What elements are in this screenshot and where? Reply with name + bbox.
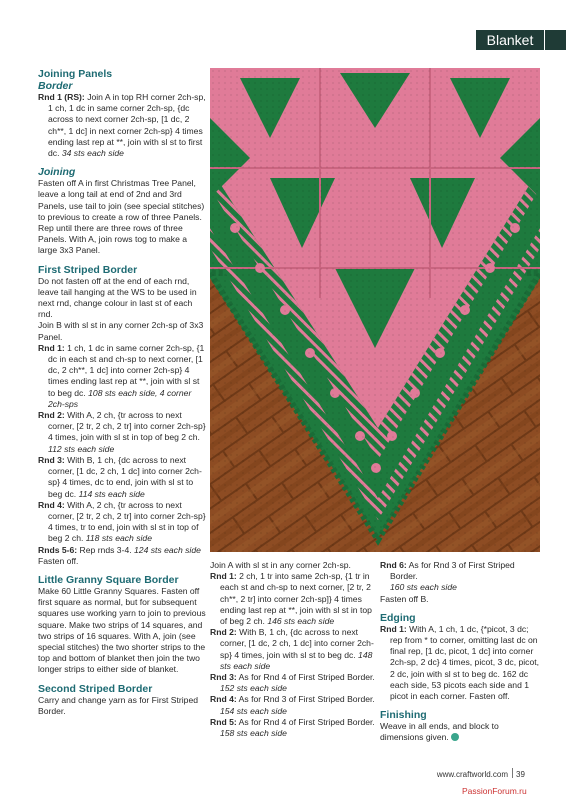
fasten-off-b: Fasten off B. xyxy=(380,593,429,604)
border-subtitle: Border xyxy=(38,80,73,92)
second-striped-title: Second Striped Border xyxy=(38,682,153,695)
second-striped-join: Join A with sl st in any corner 2ch-sp. xyxy=(210,560,351,570)
column-left xyxy=(38,68,206,717)
finishing-title: Finishing xyxy=(380,709,427,722)
first-striped-rnd1: Rnd 1: 1 ch, 1 dc in same corner 2ch-sp, {1 dc in each st and ch-sp to next corner, [1 dc, 2 ch**, 1 dc] into corner 2ch-sp} 4 times ending last rep at **, join with sl st to beg dc. 108 sts each side, 4 corner 2ch-sps xyxy=(38,342,205,409)
footer-url[interactable]: www.craftworld.com xyxy=(436,770,508,779)
first-striped-rnd3: Rnd 3: With B, 1 ch, {dc across to next corner, [1 dc, 2 ch, 1 dc] into corner 2ch-sp} 4 times, dc to end, join with sl st to beg dc. 114 sts each side xyxy=(38,454,202,499)
second-striped-rnd3: Rnd 3: As for Rnd 4 of First Striped Border. 152 sts each side xyxy=(210,672,375,694)
second-striped-text: Carry and change yarn as for First Striped Border. xyxy=(38,694,199,716)
joining-rnd1: Rnd 1 (RS): Join A in top RH corner 2ch-sp, 1 ch, 1 dc in same corner 2ch-sp, {dc across to next corner 2ch-sp, [1 dc, 2 ch**, 1 dc] in next corner 2ch-sp} 4 times ending last rep at **, join with sl st to first dc. 34 sts each side xyxy=(38,92,206,159)
first-striped-title: First Striped Border xyxy=(38,263,138,276)
page-number: 39 xyxy=(516,770,525,779)
second-striped-rnd2: Rnd 2: With B, 1 ch, {dc across to next corner, [1 dc, 2 ch, 1 dc] into corner 2ch-sp} 4 times, join with sl st to beg dc. 148 sts each side xyxy=(210,627,374,671)
first-striped-rnd4: Rnd 4: With A, 2 ch, {tr across to next corner, [2 tr, 2 ch, 2 tr] into corner 2ch-sp} 4 times, tr to end, join with sl st in top of beg 2 ch. 118 sts each side xyxy=(38,499,206,544)
column-right xyxy=(380,560,540,744)
section-tab-bar xyxy=(545,30,566,50)
joining-text: Fasten off A in first Christmas Tree Panel, leave a long tail at end of 2nd and 3rd Panels, use tail to join (see special stitches) to previous to create a row of three Panels. Rep until there are three rows of three Panels. With A, join rows tog to make a large 3x3 Panel. xyxy=(38,178,205,256)
watermark: PassionForum.ru xyxy=(462,786,527,796)
granny-title: Little Granny Square Border xyxy=(38,573,179,586)
joining-panels-title: Joining Panels xyxy=(38,68,113,80)
column-middle xyxy=(210,560,376,739)
finishing-text: Weave in all ends, and block to dimensions given. xyxy=(380,721,499,743)
first-striped-intro: Do not fasten off at the end of each rnd, leave tail hanging at the WS to be used in next rnd, change colour in last st of each rnd. xyxy=(38,275,197,320)
second-striped-rnd5: Rnd 5: As for Rnd 4 of First Striped Border. 158 sts each side xyxy=(210,716,375,739)
edging-rnd1: Rnd 1: With A, 1 ch, 1 dc, {*picot, 3 dc; rep from * to corner, omitting last dc on final rep, [1 dc, picot, 1 dc] into corner 2ch-sp, 2 dc} 4 times, picot, 3 dc, picot, 2 dc, join with sl st to beg dc. 162 dc each side, 53 picots each side and 1 picot in each corner. Fasten off. xyxy=(380,623,540,702)
section-tab: Blanket xyxy=(476,30,544,50)
first-striped-fasten: Fasten off. xyxy=(38,555,79,566)
edging-title: Edging xyxy=(380,611,416,624)
second-striped-rnd6: Rnd 6: As for Rnd 3 of First Striped Border. 160 sts each side xyxy=(380,560,515,593)
blanket-illustration xyxy=(210,68,540,552)
second-striped-rnd1: Rnd 1: 2 ch, 1 tr into same 2ch-sp, {1 tr in each st and ch-sp to next corner, [2 tr, 2 ch**, 2 tr] into corner 2ch-sp]} 4 times ending last rep at **, join with sl st in top of beg 2 ch. 146 sts each side xyxy=(210,571,372,627)
first-striped-rnd56: Rnds 5-6: Rep rnds 3-4. 124 sts each side xyxy=(38,544,201,555)
first-striped-join: Join B with sl st in any corner 2ch-sp of 3x3 Panel. xyxy=(38,320,204,342)
granny-text: Make 60 Little Granny Squares. Fasten off first square as normal, but for subsequent squares use working yarn to join to previous square. Make two strips of 14 squares, and two strips of 16 squares. With A, join (see special stitches) the two shorter strips to the top and bottom of blanket then join the two longer strips to either side of blanket. xyxy=(38,585,206,675)
first-striped-rnd2: Rnd 2: With A, 2 ch, {tr across to next corner, [2 tr, 2 ch, 2 tr] into corner 2ch-sp} 4 times, join with sl st in top of beg 2 ch. 112 sts each side xyxy=(38,410,206,454)
footer-separator xyxy=(512,768,513,778)
second-striped-rnd4: Rnd 4: As for Rnd 3 of First Striped Border. 154 sts each side xyxy=(210,694,375,716)
end-mark-icon xyxy=(451,733,459,741)
blanket-photo xyxy=(210,68,540,552)
joining-title: Joining xyxy=(38,166,76,179)
